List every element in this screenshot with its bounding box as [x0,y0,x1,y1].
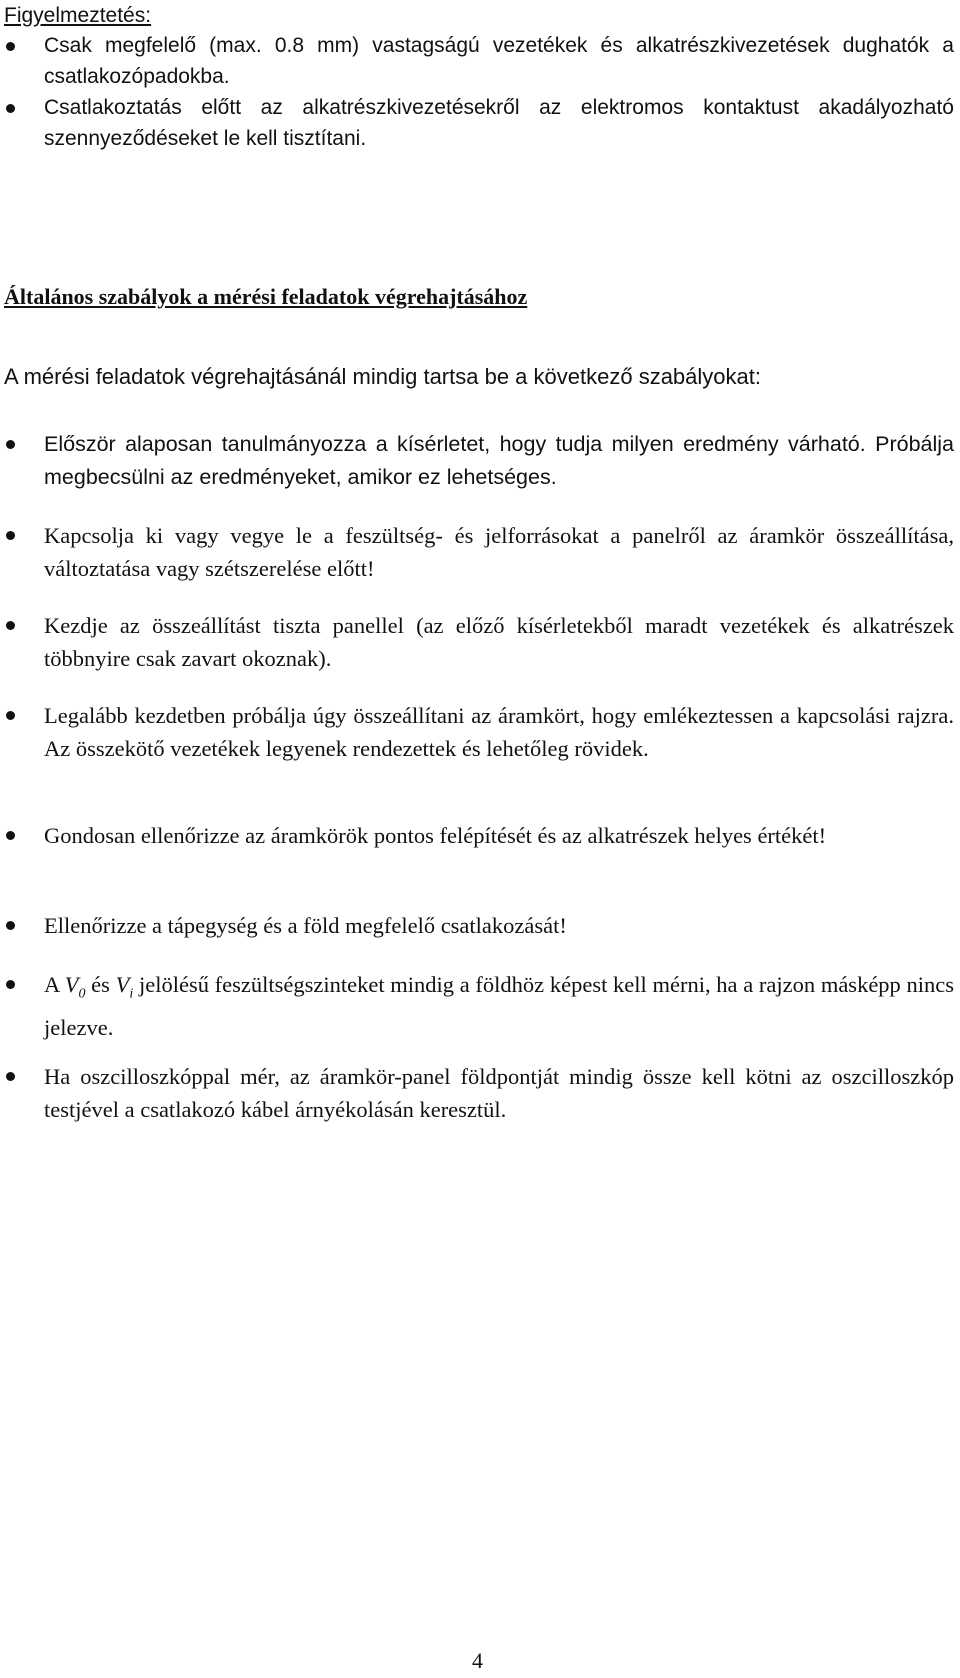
bullet-icon [6,531,15,540]
bullet-icon [6,104,15,113]
rule-item: Ellenőrizze a tápegység és a föld megfelelő csatlakozását! [0,909,954,942]
voltage-symbol-vi: $V_i$ [115,972,134,1002]
bullet-icon [6,42,15,51]
rule-item: Ha oszcilloszkóppal mér, az áramkör-panel földpontját mindig össze kell kötni az oszcilloszkóp testjével a csatlakozó kábel árnyékolásán keresztül. [0,1060,954,1126]
voltage-symbol-v0: $V_0$ [64,972,86,1002]
section-intro: A mérési feladatok végrehajtásánál mindig tartsa be a következő szabályokat: [4,364,761,389]
warning-list [0,30,958,154]
rule-item: Gondosan ellenőrizze az áramkörök pontos felépítését és az alkatrészek helyes értékét! [0,819,954,852]
section-title: Általános szabályok a mérési feladatok végrehajtásához [4,284,528,309]
rule-item: A $V_0$ és $V_i$ jelölésű feszültségszinteket mindig a földhöz képest kell mérni, ha a rajzon másképp nincs jelezve. [0,968,954,1044]
bullet-icon [6,711,15,720]
bullet-icon [6,1072,15,1081]
warning-heading: Figyelmeztetés: [4,4,152,27]
rule-item: Kapcsolja ki vagy vegye le a feszültség- és jelforrásokat a panelről az áramkör összeállítása, változtatása vagy szétszerelése előtt! [0,519,954,585]
warning-item: Csak megfelelő (max. 0.8 mm) vastagságú vezetékek és alkatrészkivezetések dughatók a csatlakozópadokba. [0,30,954,92]
bullet-icon [6,921,15,930]
bullet-icon [6,621,15,630]
rule-item: Kezdje az összeállítást tiszta panellel (az előző kísérletekből maradt vezetékek és alkatrészek többnyire csak zavart okoznak). [0,609,954,675]
rule-item: Először alaposan tanulmányozza a kísérletet, hogy tudja milyen eredmény várható. Próbálja megbecsülni az eredményeket, amikor ez lehetséges. [0,428,954,494]
bullet-icon [6,440,15,449]
rule-item: Legalább kezdetben próbálja úgy összeállítani az áramkört, hogy emlékeztessen a kapcsolási rajzra. Az összekötő vezetékek legyenek rendezettek és lehetőleg rövidek. [0,699,954,765]
bullet-icon [6,980,15,989]
page-number: 4 [472,1648,483,1673]
warning-item: Csatlakoztatás előtt az alkatrészkivezetésekről az elektromos kontaktust akadályozható szennyeződéseket le kell tisztítani. [0,92,954,154]
bullet-icon [6,831,15,840]
